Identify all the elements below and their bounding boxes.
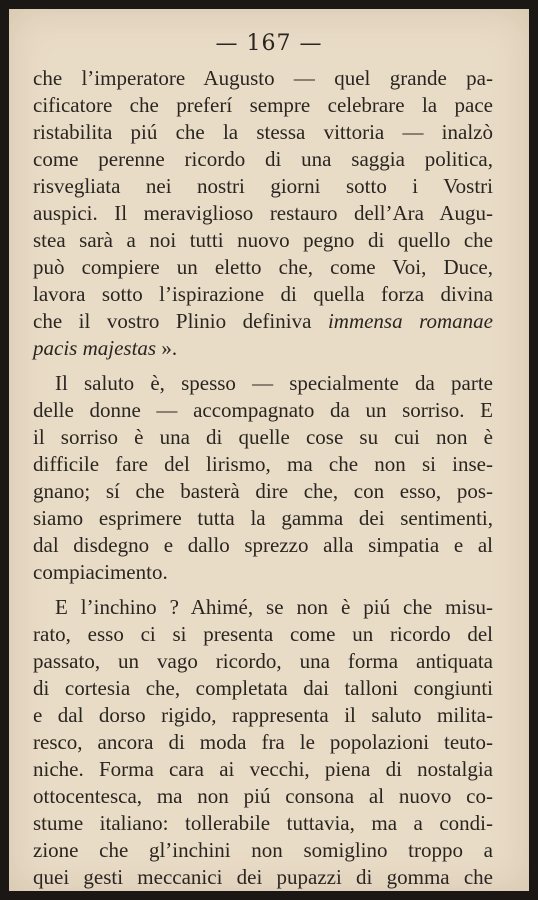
text-line (33, 200, 493, 227)
italic-text: immensa romanae (327, 309, 494, 333)
text-line (33, 119, 493, 146)
text-run: lavora sotto l’ispirazione di quella forza divina (33, 282, 493, 306)
text-run: il sorriso è una di quelle cose su cui non è (33, 425, 493, 449)
text-run: gnano; sí che basterà dire che, con esso, pos- (33, 479, 493, 503)
text-run: auspici. Il meraviglioso restauro dell’Ara Augu- (33, 201, 493, 225)
text-run: che il vostro Plinio definiva (33, 309, 328, 333)
text-run: come perenne ricordo di una saggia politica, (33, 147, 493, 171)
text-line (33, 308, 493, 335)
text-line (33, 254, 493, 281)
text-line (33, 173, 493, 200)
text-line (33, 864, 493, 891)
text-run: di cortesia che, completata dai talloni congiunti (33, 676, 493, 700)
text-line (33, 594, 493, 621)
text-line (33, 505, 493, 532)
text-run: ». (156, 336, 178, 360)
text-line (33, 756, 493, 783)
text-run: può compiere un eletto che, come Voi, Duce, (33, 255, 493, 279)
text-run: niche. Forma cara ai vecchi, piena di nostalgia (33, 757, 493, 781)
text-line (33, 397, 493, 424)
paragraph-gap (33, 362, 493, 370)
text-run: compiacimento. (33, 560, 168, 584)
text-run: e dal dorso rigido, rappresenta il saluto milita- (33, 703, 493, 727)
text-line (33, 146, 493, 173)
italic-text: pacis majestas (33, 336, 157, 360)
text-run: resco, ancora di moda fra le popolazioni teuto- (33, 730, 493, 754)
text-run: delle donne — accompagnato da un sorriso. E (33, 398, 493, 422)
text-line (33, 451, 493, 478)
text-line (33, 559, 493, 586)
text-line (33, 335, 493, 362)
text-line (33, 65, 493, 92)
text-run: siamo esprimere tutta la gamma dei sentimenti, (33, 506, 493, 530)
text-run: stume italiano: tollerabile tuttavia, ma a condi- (33, 811, 493, 835)
text-line (33, 729, 493, 756)
text-run: passato, un vago ricordo, una forma antiquata (33, 649, 493, 673)
text-run: zione che gl’inchini non somiglino troppo a (33, 838, 493, 862)
text-run: dal disdegno e dallo sprezzo alla simpatia e al (33, 533, 493, 557)
text-line (33, 92, 493, 119)
text-line (33, 281, 493, 308)
text-run: stea sarà a noi tutti nuovo pegno di quello che (33, 228, 493, 252)
text-run: risvegliata nei nostri giorni sotto i Vostri (33, 174, 493, 198)
page-text (33, 65, 493, 891)
text-run: cificatore che preferí sempre celebrare la pace (33, 93, 493, 117)
text-line (33, 478, 493, 505)
book-page (9, 9, 529, 891)
text-line (33, 532, 493, 559)
text-line (33, 702, 493, 729)
text-line (33, 621, 493, 648)
text-run: rato, esso ci si presenta come un ricordo del (33, 622, 493, 646)
paragraph-gap (33, 586, 493, 594)
text-run: ristabilita piú che la stessa vittoria — inalzò (33, 120, 493, 144)
text-run: Il saluto è, spesso — specialmente da parte (55, 371, 493, 395)
text-run: che l’imperatore Augusto — quel grande pa- (33, 66, 493, 90)
text-line (33, 810, 493, 837)
text-line (33, 837, 493, 864)
text-run: E l’inchino ? Ahimé, se non è piú che misu- (55, 595, 493, 619)
text-line (33, 648, 493, 675)
text-run: quei gesti meccanici dei pupazzi di gomma che (33, 865, 493, 889)
text-line (33, 675, 493, 702)
text-line (33, 424, 493, 451)
text-run: ottocentesca, ma non piú consona al nuovo co- (33, 784, 493, 808)
text-line (33, 370, 493, 397)
page-number: — 167 — (215, 31, 323, 56)
text-line (33, 783, 493, 810)
text-run: difficile fare del lirismo, ma che non si inse- (33, 452, 493, 476)
text-line (33, 227, 493, 254)
